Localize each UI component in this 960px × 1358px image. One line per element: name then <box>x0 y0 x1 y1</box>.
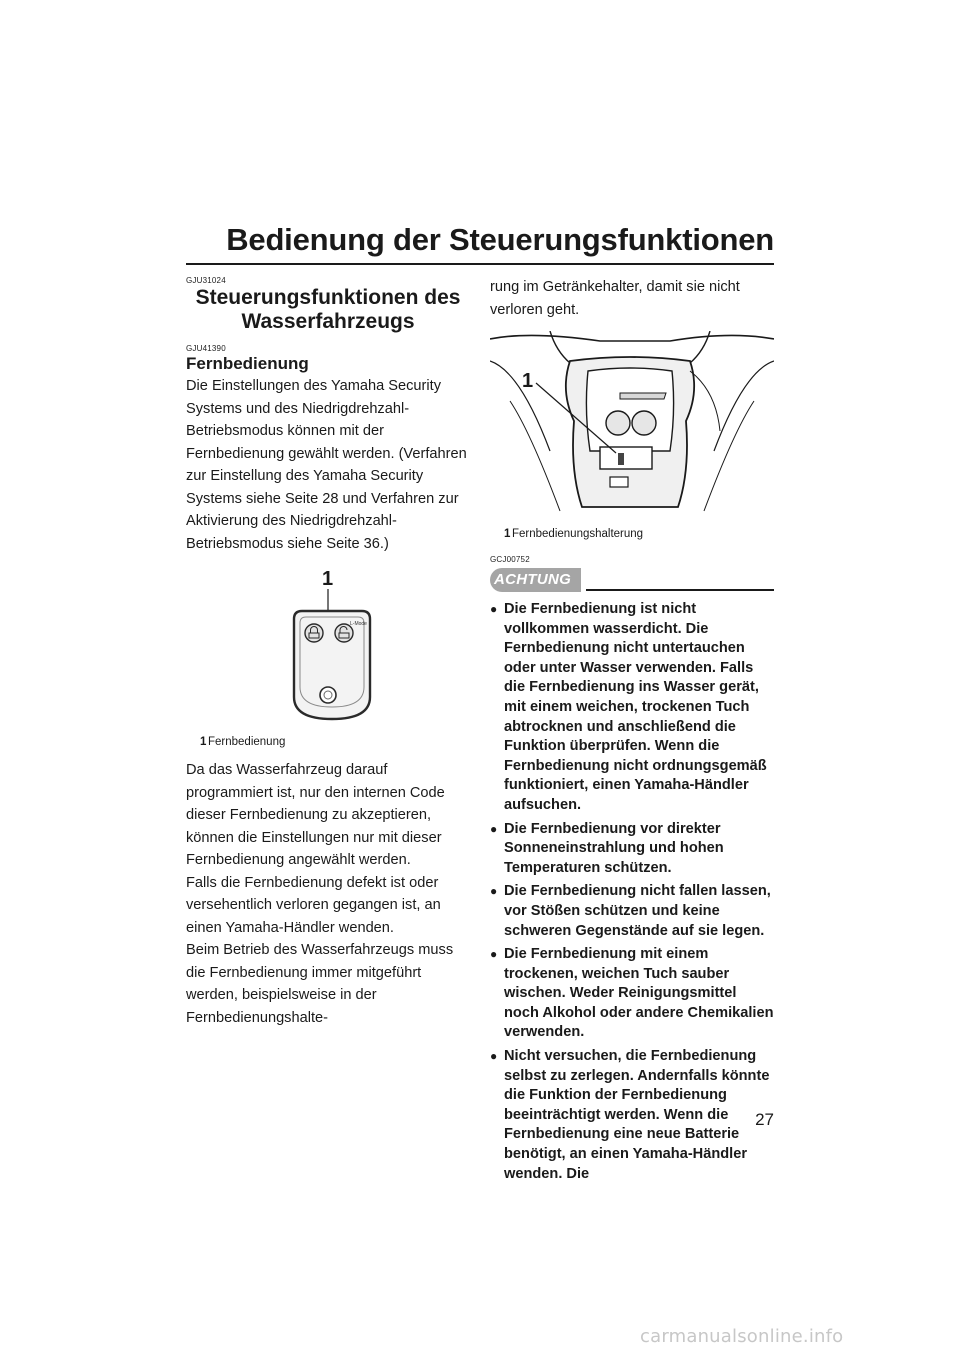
watermark[interactable]: carmanualsonline.info <box>640 1326 844 1347</box>
figure-caption <box>200 735 470 749</box>
warning-list <box>490 600 774 1184</box>
remote-holder-illustration <box>490 331 774 519</box>
latch-strip <box>620 393 666 399</box>
caption-number: 1 <box>200 736 207 748</box>
caption-text: Fernbedienung <box>208 736 286 748</box>
bullet-icon: ● <box>490 1049 498 1064</box>
warning-rule <box>586 589 774 591</box>
mode-label: L-Mode <box>350 621 367 627</box>
warning-item: ● Die Fernbedienung ist nicht vollkommen wasserdicht. Die Fernbedienung nicht untertauchen oder unter Wasser verwenden. Falls die Fernbedienung ins Wasser gerät, mit einem weichen, trockenen Tuch abtrocknen und anschließend die Funktion überprüfen. Wenn die Fernbedienung nicht ordnungsgemäß funktioniert, einen Yamaha-Händler aufsuchen. <box>490 601 767 813</box>
warning-item: ● Nicht versuchen, die Fernbedienung selbst zu zerlegen. Andernfalls könnte die Funktion der Fernbedienung beeinträchtigt werden. Wenn die Fernbedienung eine neue Batterie benötigt, an einen Yamaha-Händler wenden. Die <box>490 1048 770 1182</box>
paragraph-continued: rung im Getränkehalter, damit sie nicht verloren geht. <box>490 279 740 318</box>
warning-item: ● Die Fernbedienung vor direkter Sonneneinstrahlung und hohen Temperaturen schützen. <box>490 820 724 876</box>
figure-callout: 1 <box>522 370 534 392</box>
subsection-title: Fernbedienung <box>186 354 309 373</box>
handlebar-outline <box>490 335 774 341</box>
paragraph-defect: Falls die Fernbedienung defekt ist oder versehentlich verloren gegangen ist, an einen Yamaha-Händler wenden. <box>186 874 441 936</box>
left-column <box>186 276 470 1029</box>
console-button <box>610 477 628 487</box>
caption-number: 1 <box>504 528 511 540</box>
cup-holder-left <box>606 411 630 435</box>
warning-item: ● Die Fernbedienung mit einem trockenen, weichen Tuch sauber wischen. Weder Reinigungsmittel noch Alkohol oder andere Chemikalien verwenden. <box>490 946 774 1041</box>
warning-header <box>490 568 774 592</box>
paragraph-intro: Die Einstellungen des Yamaha Security Systems und des Niedrigdrehzahl-Betriebsmodus können mit der Fernbedienung gewählt werden. (Verfahren zur Einstellung des Yamaha Security Systems siehe Seite 28 und Verfahren zur Aktivierung des Niedrigdrehzahl-Betriebsmodus siehe Seite 36.) <box>186 378 467 552</box>
section-title: Steuerungsfunktionen des Wasserfahrzeugs <box>195 286 461 333</box>
bullet-icon: ● <box>490 821 498 836</box>
paragraph-carry: Beim Betrieb des Wasserfahrzeugs muss die Fernbedienung immer mitgeführt werden, beispielsweise in der Fernbedienungshalte- <box>186 942 454 1026</box>
figure-caption <box>504 527 774 541</box>
remote-holder-clip-icon <box>618 453 624 465</box>
warning-item: ● Die Fernbedienung nicht fallen lassen, vor Stößen schützen und keine schweren Gegenstände auf sie legen. <box>490 883 771 939</box>
right-column <box>490 276 774 1188</box>
title-rule <box>186 263 774 265</box>
page-title: Bedienung der Steuerungsfunktionen <box>226 222 774 257</box>
reference-code: GJU31024 <box>186 276 226 285</box>
remote-control-figure <box>186 567 470 727</box>
bullet-icon: ● <box>490 884 498 899</box>
warning-label: ACHTUNG <box>490 568 581 592</box>
figure-callout: 1 <box>322 568 334 590</box>
key-ring-hole <box>320 687 336 703</box>
bullet-icon: ● <box>490 947 498 962</box>
paragraph-programming: Da das Wasserfahrzeug darauf programmiert ist, nur den internen Code dieser Fernbedienung zu akzeptieren, können die Einstellungen nur mit dieser Fernbedienung angewählt werden. <box>186 762 445 868</box>
bullet-icon: ● <box>490 602 498 616</box>
caption-text: Fernbedienungshalterung <box>512 528 644 540</box>
remote-holder-slot <box>600 447 652 469</box>
page-number: 27 <box>755 1110 774 1129</box>
remote-control-illustration <box>186 567 470 727</box>
reference-code: GJU41390 <box>186 344 226 353</box>
cup-holder-right <box>632 411 656 435</box>
remote-holder-figure <box>490 331 774 519</box>
reference-code: GCJ00752 <box>490 555 530 564</box>
